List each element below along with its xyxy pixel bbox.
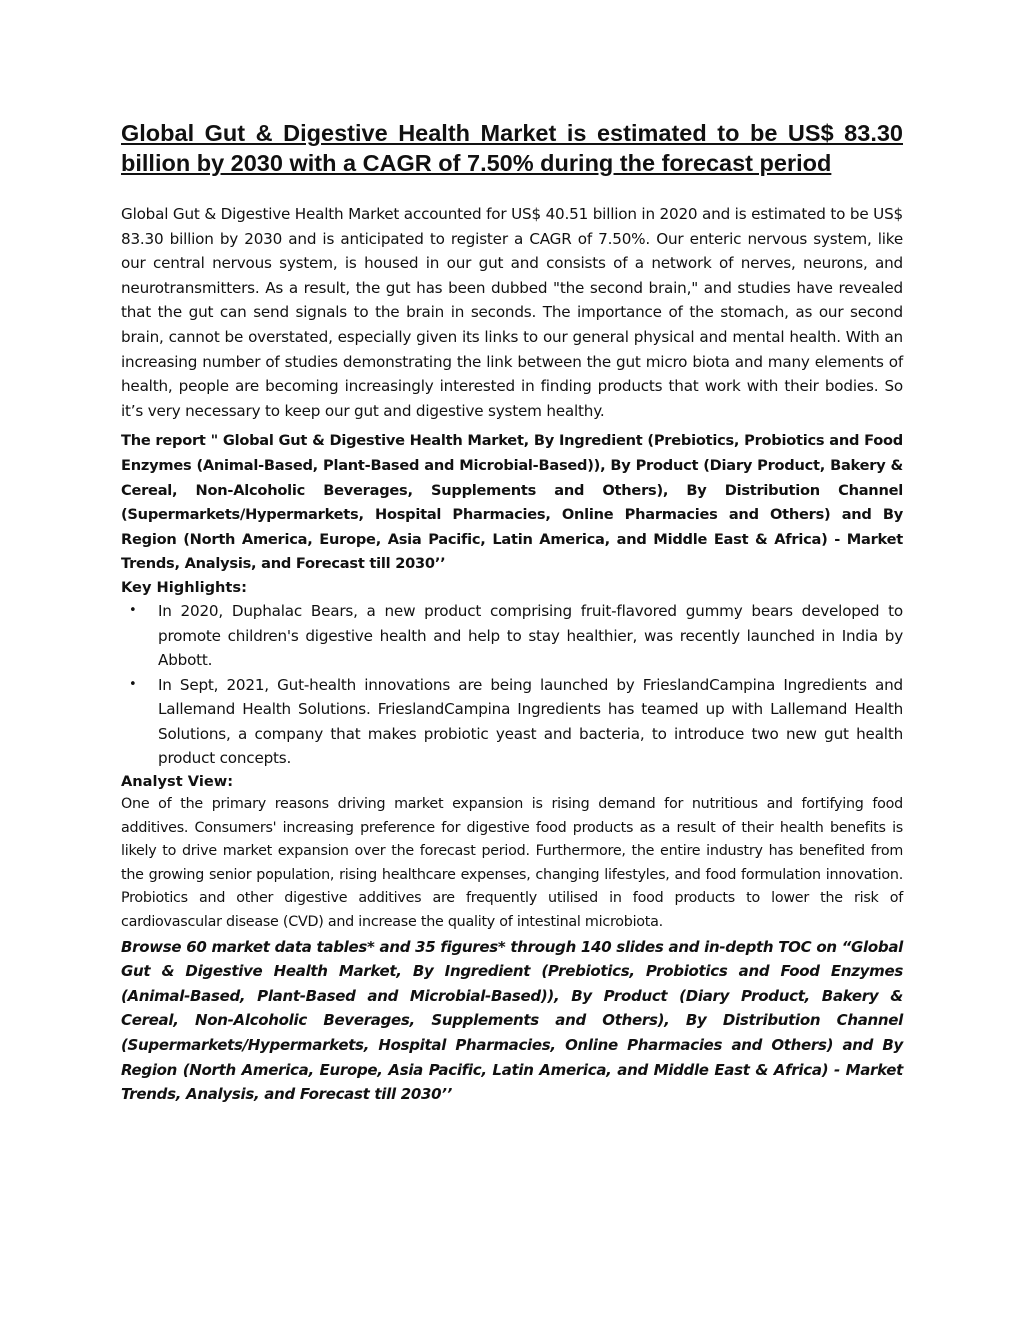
list-item [121,599,903,673]
analyst-view-paragraph: One of the primary reasons driving market expansion is rising demand for nutritious and fortifying food additives. Consumers' increasing preference for digestive food products as a result of their health benefits is likely to drive market expansion over the forecast period. Furthermore, the entire industry has benefited from the growing senior population, rising healthcare expenses, changing lifestyles, and food formulation innovation. Probiotics and other digestive additives are frequently utilised in food products to lower the risk of cardiovascular disease (CVD) and increase the quality of intestinal microbiota. [121,796,903,931]
key-highlights-list [121,599,903,771]
intro-paragraph: Global Gut & Digestive Health Market accounted for US$ 40.51 billion in 2020 and is estimated to be US$ 83.30 billion by 2030 and is anticipated to register a CAGR of 7.50%. Our enteric nervous system, like our central nervous system, is housed in our gut and consists of a network of nerves, neurons, and neurotransmitters. As a result, the gut has been dubbed "the second brain," and studies have revealed that the gut can send signals to the brain in seconds. The importance of the stomach, as our second brain, cannot be overstated, especially given its links to our general physical and mental health. With an increasing number of studies demonstrating the link between the gut micro biota and many elements of health, people are becoming increasingly interested in finding products that work with their bodies. So it’s very necessary to keep our gut and digestive system healthy. [121,205,903,420]
bullet-icon: • [129,676,137,692]
document-page [121,118,903,1107]
key-highlights-heading: Key Highlights: [121,578,247,596]
highlight-text: In 2020, Duphalac Bears, a new product comprising fruit-flavored gummy bears developed to promote children's digestive health and help to stay healthier, was recently launched in India by Abbott. [158,601,903,670]
highlight-text: In Sept, 2021, Gut-health innovations are being launched by FrieslandCampina Ingredients and Lallemand Health Solutions. FrieslandCampina Ingredients has teamed up with Lallemand Health Solutions, a company that makes probiotic yeast and bacteria, to introduce two new gut health product concepts. [158,675,903,768]
report-title-paragraph: The report " Global Gut & Digestive Health Market, By Ingredient (Prebiotics, Probiotics and Food Enzymes (Animal-Based, Plant-Based and Microbial-Based)), By Product (Diary Product, Bakery & Cereal, Non-Alcoholic Beverages, Supplements and Others), By Distribution Channel (Supermarkets/Hypermarkets, Hospital Pharmacies, Online Pharmacies and Others) and By Region (North America, Europe, Asia Pacific, Latin America, and Middle East & Africa) - Market Trends, Analysis, and Forecast till 2030’’ [121,432,903,573]
browse-paragraph: Browse 60 market data tables* and 35 figures* through 140 slides and in-depth TOC on “Global Gut & Digestive Health Market, By Ingredient (Prebiotics, Probiotics and Food Enzymes (Animal-Based, Plant-Based and Microbial-Based)), By Product (Diary Product, Bakery & Cereal, Non-Alcoholic Beverages, Supplements and Others), By Distribution Channel (Supermarkets/Hypermarkets, Hospital Pharmacies, Online Pharmacies and Others) and By Region (North America, Europe, Asia Pacific, Latin America, and Middle East & Africa) - Market Trends, Analysis, and Forecast till 2030’’ [121,937,903,1104]
bullet-icon: • [129,602,137,618]
page-title: Global Gut & Digestive Health Market is estimated to be US$ 83.30 billion by 2030 with a CAGR of 7.50% during the forecast period [121,120,903,176]
list-item [121,673,903,771]
analyst-view-heading: Analyst View: [121,773,234,791]
